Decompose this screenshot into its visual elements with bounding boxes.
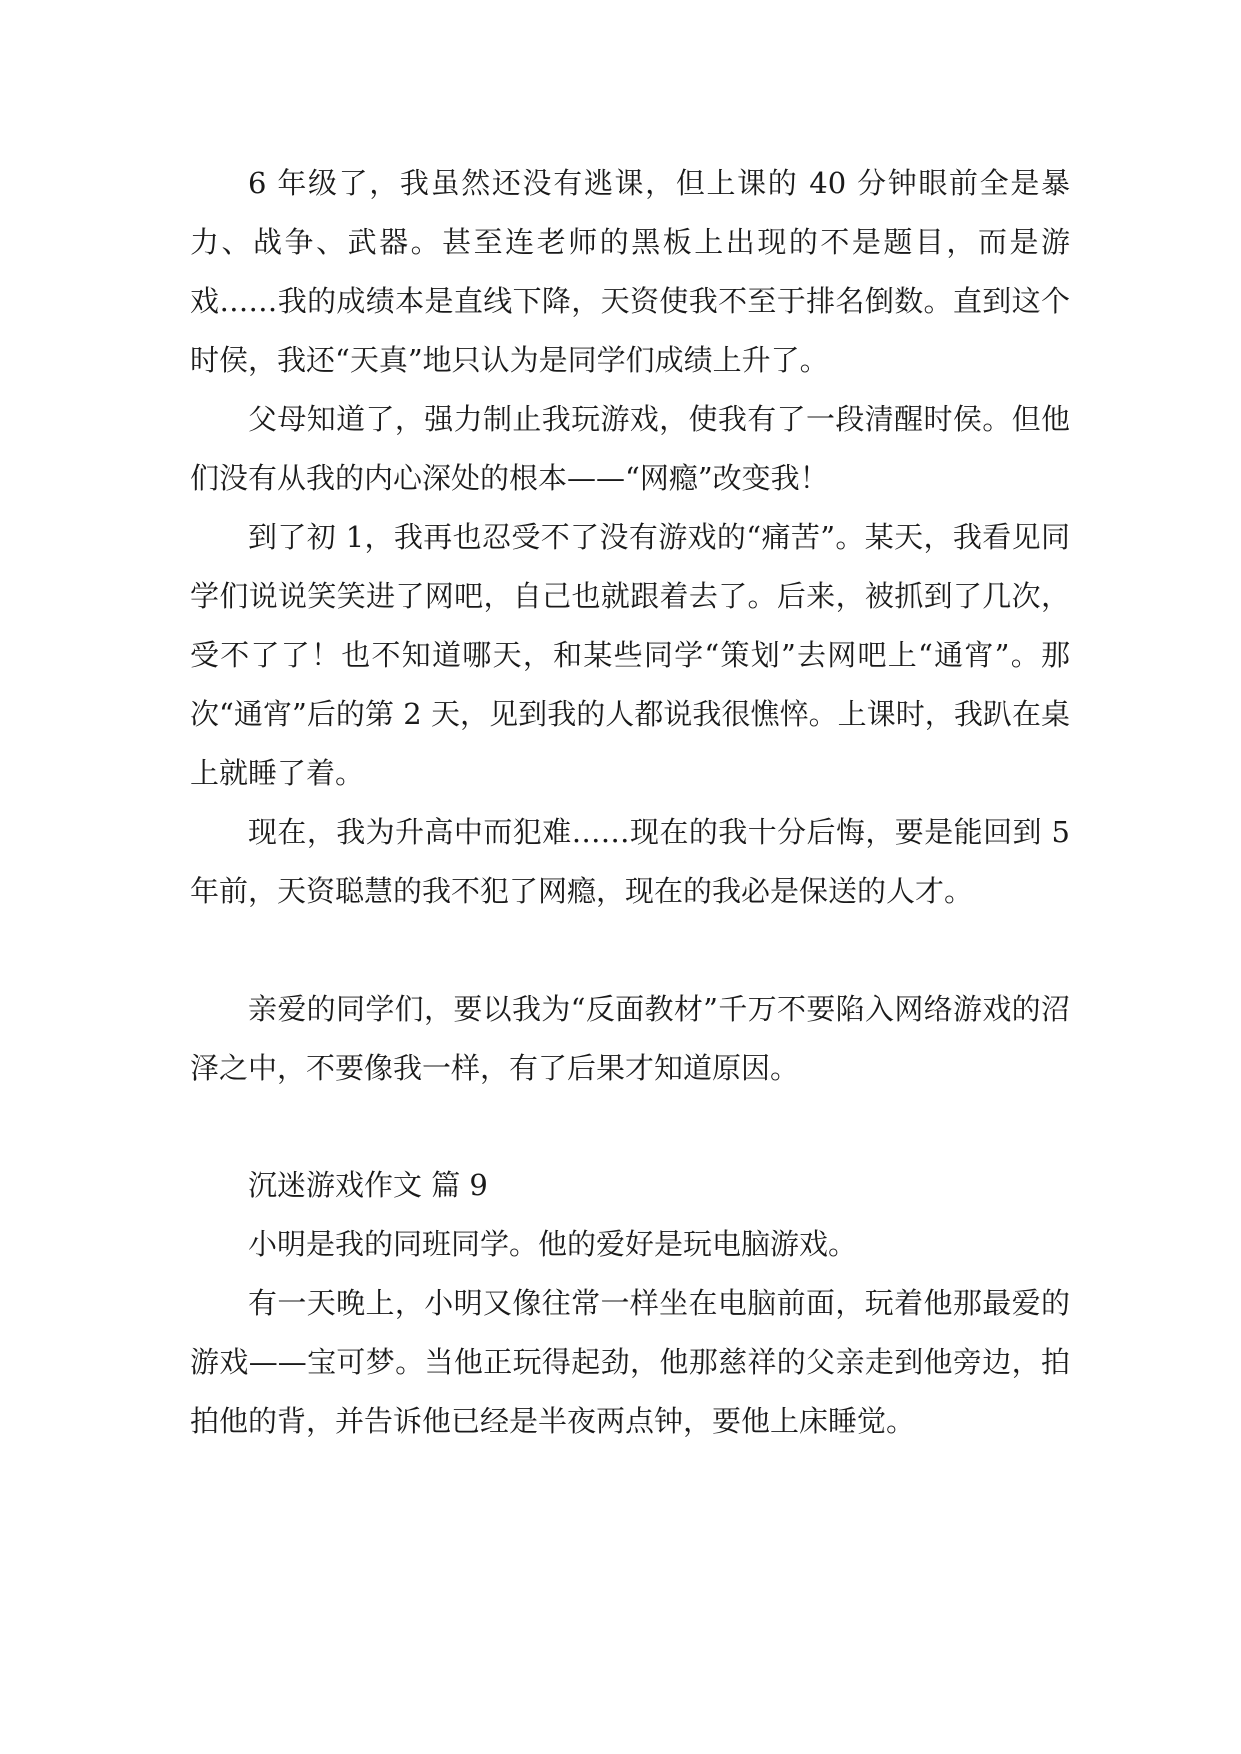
section-paragraph-1: 小明是我的同班同学。他的爱好是玩电脑游戏。 bbox=[248, 1227, 858, 1261]
paragraph-4: 现在，我为升高中而犯难……现在的我十分后悔，要是能回到 5 年前，天资聪慧的我不犯了网瘾，现在的我必是保送的人才。 bbox=[190, 815, 1070, 908]
paragraph-3: 到了初 1，我再也忍受不了没有游戏的“痛苦”。某天，我看见同学们说说笑笑进了网吧，自己也就跟着去了。后来，被抓到了几次，受不了了！也不知道哪天，和某些同学“策划”去网吧上“通宵”。那次“通宵”后的第 2 天，见到我的人都说我很憔悴。上课时，我趴在桌上就睡了着。 bbox=[190, 520, 1070, 790]
document-page bbox=[190, 0, 1070, 1754]
section-heading: 沉迷游戏作文 篇 9 bbox=[248, 1168, 488, 1202]
paragraph-1: 6 年级了，我虽然还没有逃课，但上课的 40 分钟眼前全是暴力、战争、武器。甚至连老师的黑板上出现的不是题目，而是游戏……我的成绩本是直线下降，天资使我不至于排名倒数。直到这个时侯，我还“天真”地只认为是同学们成绩上升了。 bbox=[190, 166, 1070, 377]
paragraph-2: 父母知道了，强力制止我玩游戏，使我有了一段清醒时侯。但他们没有从我的内心深处的根本——“网瘾”改变我！ bbox=[190, 402, 1070, 495]
paragraph-5: 亲爱的同学们，要以我为“反面教材”千万不要陷入网络游戏的沼泽之中，不要像我一样，有了后果才知道原因。 bbox=[190, 992, 1070, 1085]
section-paragraph-2: 有一天晚上，小明又像往常一样坐在电脑前面，玩着他那最爱的游戏——宝可梦。当他正玩得起劲，他那慈祥的父亲走到他旁边，拍拍他的背，并告诉他已经是半夜两点钟，要他上床睡觉。 bbox=[190, 1286, 1070, 1438]
